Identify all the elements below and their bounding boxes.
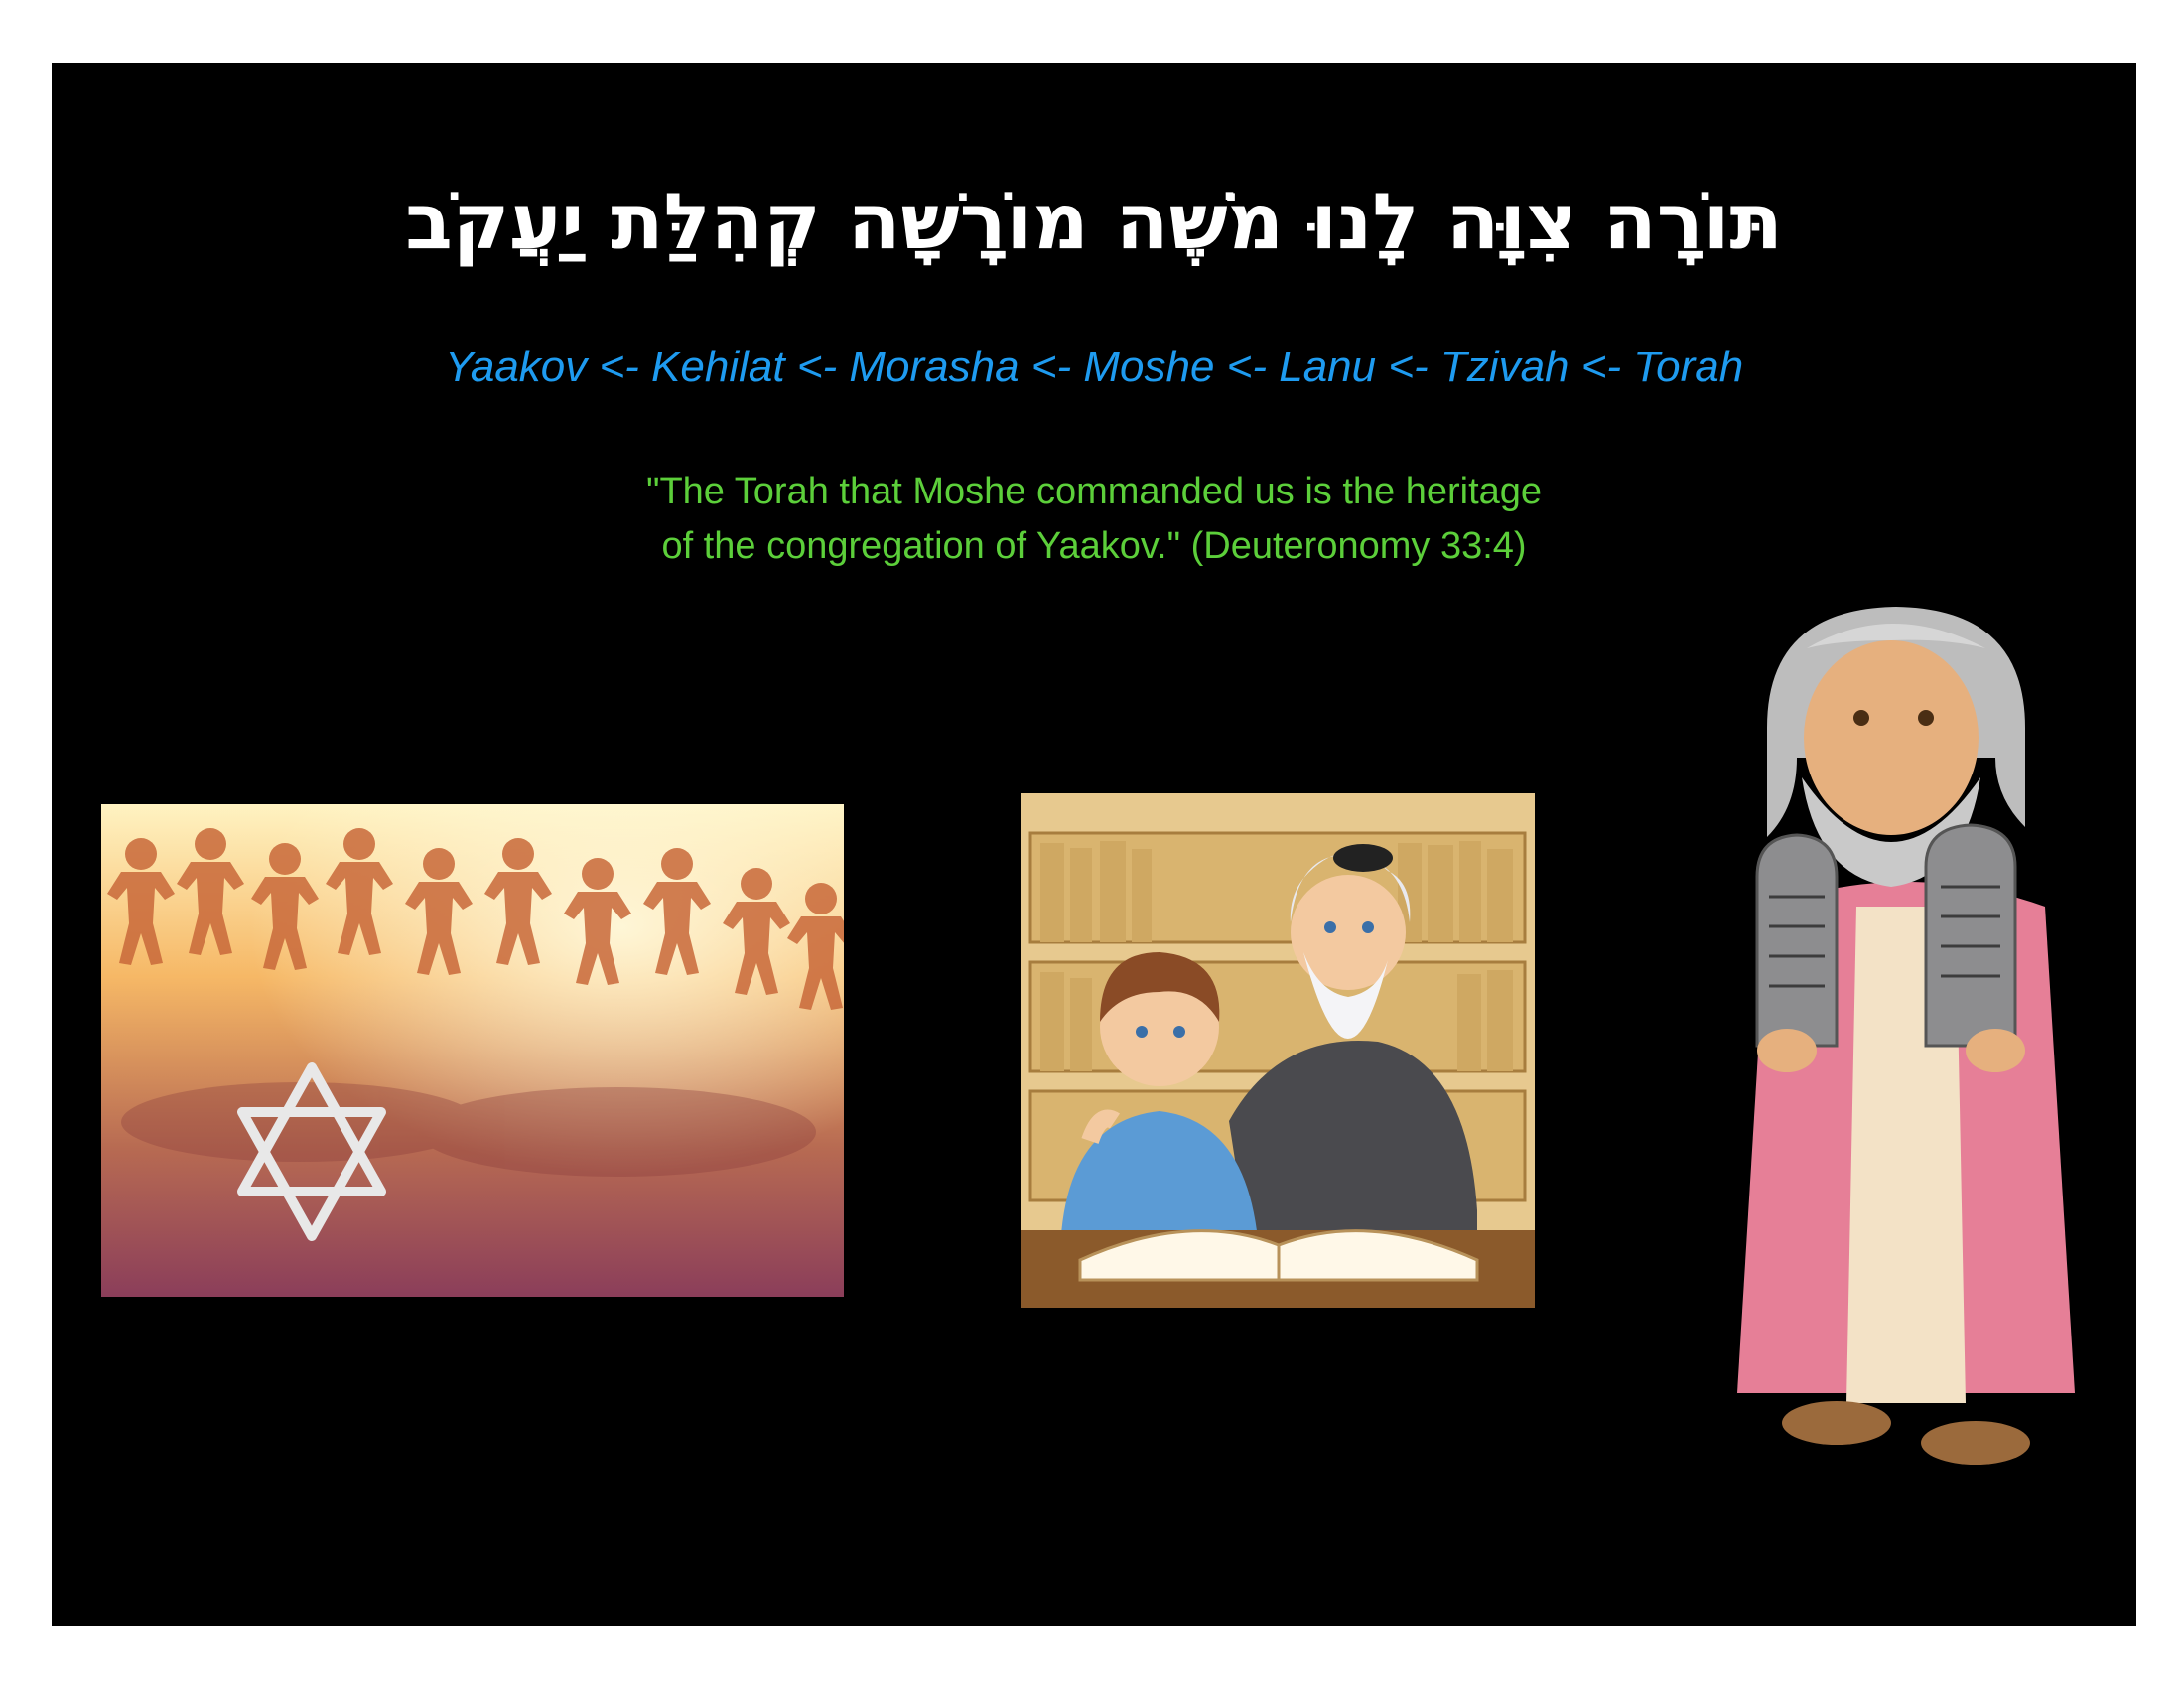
hebrew-verse-title: תּוֹרָה צִוָּה לָנוּ מֹשֶׁה מוֹרָשָׁה קְהִלַּת יַעֲקֹב bbox=[405, 178, 1783, 267]
community-illustration bbox=[101, 804, 844, 1297]
slide bbox=[52, 63, 2136, 1626]
study-illustration bbox=[1021, 793, 1535, 1308]
translation-line-1: "The Torah that Moshe commanded us is the heritage bbox=[645, 471, 1543, 512]
translation-line-2: of the congregation of Yaakov." (Deuteronomy 33:4) bbox=[661, 525, 1527, 567]
moshe-illustration bbox=[1698, 579, 2115, 1532]
translation-quote bbox=[52, 465, 2136, 574]
transliteration-line: Yaakov <- Kehilat <- Morasha <- Moshe <- Lanu <- Tzivah <- Torah bbox=[444, 343, 1744, 391]
